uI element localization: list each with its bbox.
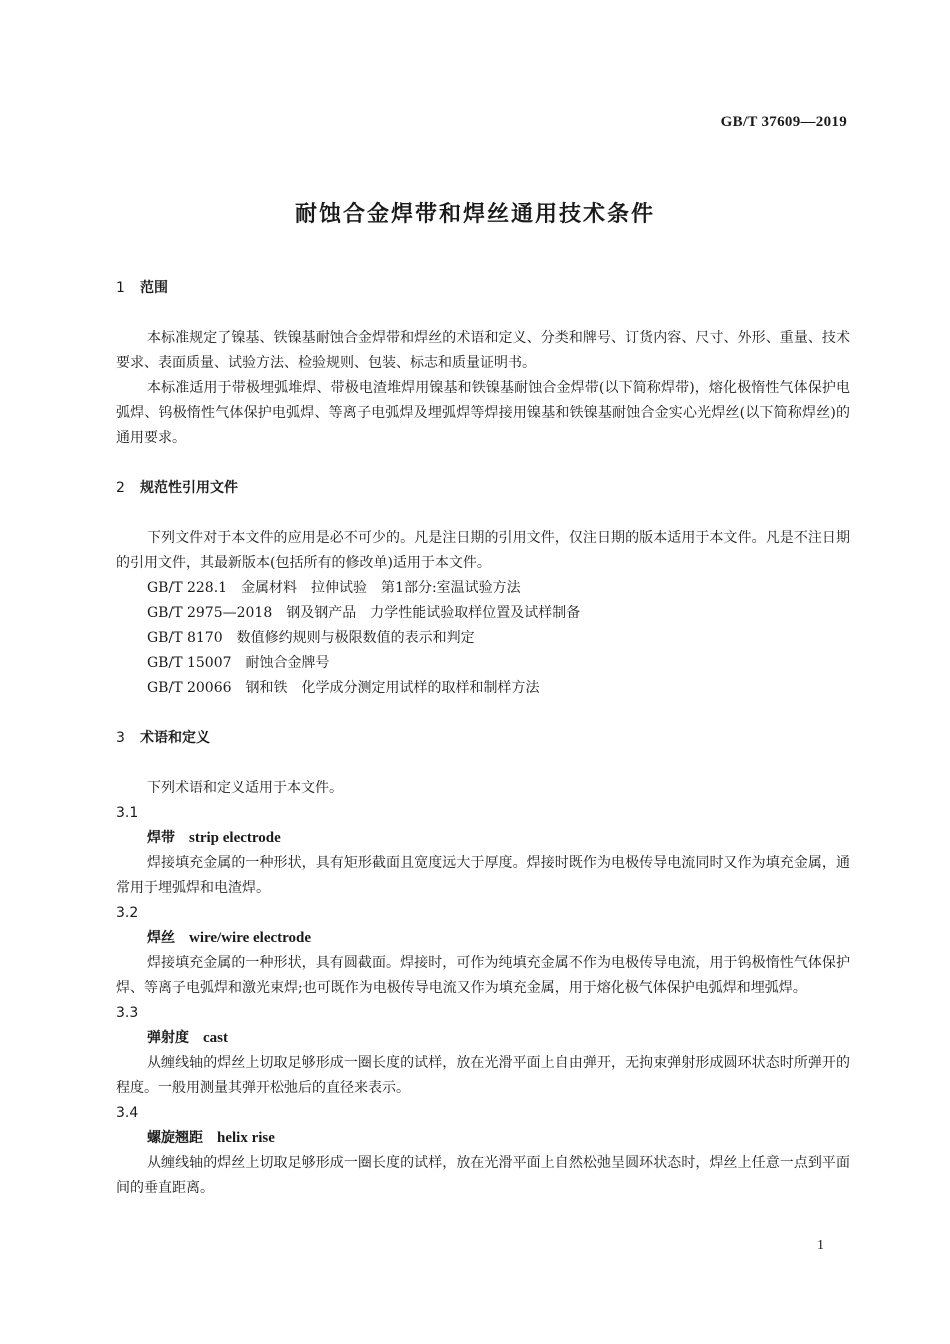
term-heading (116, 1126, 850, 1151)
reference-code: GB/T 228.1 (147, 580, 228, 596)
paragraph: 下列术语和定义适用于本文件。 (147, 780, 343, 796)
reference-title: 金属材料 拉伸试验 第1部分:室温试验方法 (241, 580, 521, 596)
reference-item (116, 676, 850, 701)
term-heading (116, 1026, 850, 1051)
section-number: 3 (116, 730, 125, 746)
section-heading-scope (116, 276, 850, 301)
term-definition: 焊接填充金属的一种形状，具有矩形截面且宽度远大于厚度。焊接时既作为电极传导电流同时又作为填充金属，通常用于埋弧焊和电渣焊。 (116, 855, 850, 896)
term-heading (116, 826, 850, 851)
term-en: strip electrode (189, 830, 281, 846)
document-body (116, 276, 850, 1201)
reference-code: GB/T 20066 (147, 680, 232, 696)
section-heading-terms-definitions (116, 726, 850, 751)
paragraph: 本标准适用于带极埋弧堆焊、带极电渣堆焊用镍基和铁镍基耐蚀合金焊带(以下简称焊带)，熔化极惰性气体保护电弧焊、钨极惰性气体保护电弧焊、等离子电弧焊及埋弧焊等焊接用镍基和铁镍基耐蚀合金实心光焊丝(以下简称焊丝)的通用要求。 (116, 380, 850, 446)
term-zh: 弹射度 (147, 1030, 189, 1046)
term-number: 3.3 (116, 1005, 139, 1021)
section-number: 2 (116, 480, 125, 496)
page-number: 1 (817, 1238, 824, 1253)
reference-title: 钢和铁 化学成分测定用试样的取样和制样方法 (245, 680, 540, 696)
section-heading-normative-references (116, 476, 850, 501)
reference-code: GB/T 15007 (147, 655, 232, 671)
term-definition: 从缠线轴的焊丝上切取足够形成一圈长度的试样，放在光滑平面上自然松弛呈圆环状态时，焊丝上任意一点到平面间的垂直距离。 (116, 1155, 850, 1196)
term-number: 3.1 (116, 805, 139, 821)
term-zh: 螺旋翘距 (147, 1130, 203, 1146)
paragraph: 本标准规定了镍基、铁镍基耐蚀合金焊带和焊丝的术语和定义、分类和牌号、订货内容、尺寸、外形、重量、技术要求、表面质量、试验方法、检验规则、包装、标志和质量证明书。 (116, 330, 850, 371)
reference-title: 钢及钢产品 力学性能试验取样位置及试样制备 (286, 605, 581, 621)
section-title: 规范性引用文件 (140, 480, 238, 496)
reference-title: 耐蚀合金牌号 (245, 655, 330, 671)
section-number: 1 (116, 280, 125, 296)
standard-code: GB/T 37609—2019 (720, 114, 847, 130)
reference-code: GB/T 2975—2018 (147, 605, 273, 621)
term-en: wire/wire electrode (189, 930, 312, 946)
reference-item (116, 651, 850, 676)
term-heading (116, 926, 850, 951)
reference-item (116, 576, 850, 601)
document-title: 耐蚀合金焊带和焊丝通用技术条件 (294, 202, 655, 227)
term-definition: 焊接填充金属的一种形状，具有圆截面。焊接时，可作为纯填充金属不作为电极传导电流，用于钨极惰性气体保护焊、等离子电弧焊和激光束焊;也可既作为电极传导电流又作为填充金属，用于熔化极气体保护电弧焊和埋弧焊。 (116, 955, 850, 996)
section-title: 范围 (140, 280, 168, 296)
reference-title: 数值修约规则与极限数值的表示和判定 (236, 630, 475, 646)
term-zh: 焊丝 (147, 930, 175, 946)
reference-item (116, 626, 850, 651)
term-en: helix rise (217, 1130, 275, 1146)
reference-code: GB/T 8170 (147, 630, 223, 646)
term-zh: 焊带 (147, 830, 175, 846)
term-number: 3.4 (116, 1105, 139, 1121)
term-en: cast (203, 1030, 228, 1046)
term-definition: 从缠线轴的焊丝上切取足够形成一圈长度的试样，放在光滑平面上自由弹开，无拘束弹射形成圆环状态时所弹开的程度。一般用测量其弹开松弛后的直径来表示。 (116, 1055, 850, 1096)
reference-item (116, 601, 850, 626)
term-number: 3.2 (116, 905, 139, 921)
section-title: 术语和定义 (140, 730, 210, 746)
paragraph: 下列文件对于本文件的应用是必不可少的。凡是注日期的引用文件，仅注日期的版本适用于本文件。凡是不注日期的引用文件，其最新版本(包括所有的修改单)适用于本文件。 (116, 530, 850, 571)
